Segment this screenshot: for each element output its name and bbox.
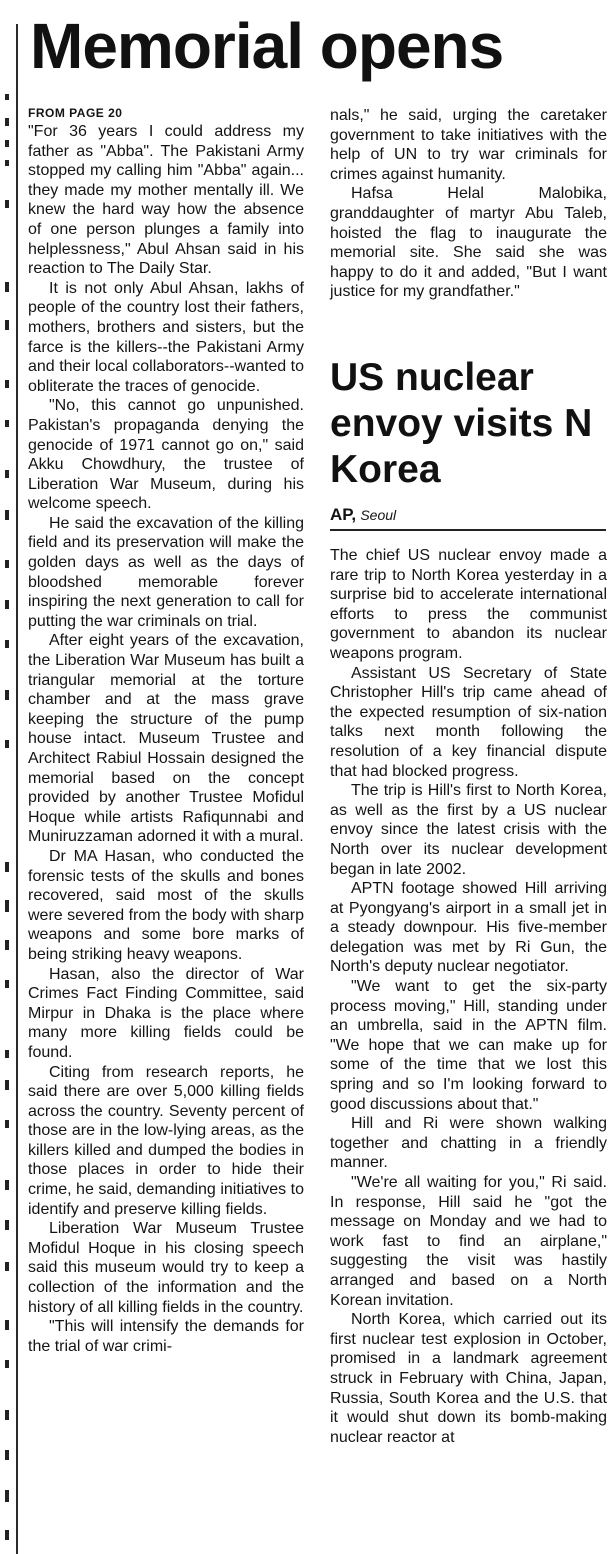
paragraph: Hafsa Helal Malobika, granddaughter of martyr Abu Taleb, hoisted the flag to inaugurate the memorial site. She said she was happy to do it and added, "But I want justice for my grandfather.": [330, 185, 607, 301]
adjacent-column-fragment: [0, 0, 14, 1554]
paragraph: Hill and Ri were shown walking together and chatting in a friendly manner.: [330, 1115, 607, 1172]
story-column-nuclear-envoy: [330, 546, 607, 1554]
paragraph: It is not only Abul Ahsan, lakhs of people of the country lost their fathers, mothers, brothers and sisters, but the farce is the killers--the Pakistani Army and their local collaborators--wanted to obliterate the traces of genocide.: [28, 279, 304, 395]
paragraph: "For 36 years I could address my father as "Abba". The Pakistani Army stopped my calling him "Abba" again... they made my mother mentally ill. We knew the hard way how the absence of one person plunges a family into helplessness," Abul Ahsan said in his reaction to The Daily Star.: [28, 123, 304, 278]
column-rule: [16, 24, 18, 1554]
story-headline-memorial: Memorial opens: [30, 10, 504, 82]
paragraph: The trip is Hill's first to North Korea, as well as the first by a US nuclear envoy since the latest crisis with the North over its nuclear development began in late 2002.: [330, 782, 607, 878]
story-column-memorial-continued: [330, 106, 607, 302]
story-headline-nuclear-envoy: US nuclear envoy visits N Korea: [330, 356, 593, 491]
story-column-memorial: [28, 106, 304, 1554]
paragraph: "We're all waiting for you," Ri said. In response, Hill said he "got the message on Monday and we had to work fast to find an airplane," suggesting the visit was hastily arranged and based on a North Korean invitation.: [330, 1174, 607, 1309]
byline-agency: AP,: [330, 505, 357, 524]
paragraph: Dr MA Hasan, who conducted the forensic tests of the skulls and bones recovered, said most of the skulls were severed from the body with sharp weapons and some bore marks of being striking heavy weapons.: [28, 847, 304, 963]
paragraph: "This will intensify the demands for the trial of war crimi-: [28, 1318, 304, 1355]
paragraph: "We want to get the six-party process moving," Hill, standing under an umbrella, said in the APTN film. "We hope that we can make up for some of the time that we lost this spring and so I'm looking forward to good discussions about that.": [330, 978, 607, 1113]
paragraph: "No, this cannot go unpunished. Pakistan's propaganda denying the genocide of 1971 cannot go on," said Akku Chowdhury, the trustee of Liberation War Museum, during his welcome speech.: [28, 397, 304, 513]
paragraph: APTN footage showed Hill arriving at Pyongyang's airport in a small jet in a steady downpour. His five-member delegation was met by Ri Gun, the North's deputy nuclear negotiator.: [330, 880, 607, 976]
from-page-label: FROM PAGE 20: [28, 106, 123, 120]
byline-city: Seoul: [360, 507, 397, 523]
byline: [330, 505, 606, 531]
paragraph: The chief US nuclear envoy made a rare trip to North Korea yesterday in a surprise bid to accelerate international efforts to press the communist government to abandon its nuclear weapons program.: [330, 547, 607, 662]
paragraph: Assistant US Secretary of State Christopher Hill's trip came ahead of the expected resumption of six-nation talks next month following the resolution of a key financial dispute that had blocked progress.: [330, 664, 607, 780]
paragraph: North Korea, which carried out its first nuclear test explosion in October, promised in a landmark agreement struck in February with China, Japan, Russia, South Korea and the U.S. that it would shut down its bomb-making nuclear reactor at: [330, 1311, 607, 1446]
paragraph: After eight years of the excavation, the Liberation War Museum has built a triangular memorial at the torture chamber and at the mass grave keeping the structure of the pump house intact. Museum Trustee and Architect Rabiul Hossain designed the memorial based on the concept provided by another Trustee Mofidul Hoque while artists Rafiqunnabi and Muniruzzaman adorned it with a mural.: [28, 632, 304, 846]
paragraph: nals," he said, urging the caretaker government to take initiatives with the help of UN to try war criminals for crimes against humanity.: [330, 107, 607, 183]
paragraph: Hasan, also the director of War Crimes Fact Finding Committee, said Mirpur in Dhaka is the place where many more killing fields could be found.: [28, 965, 304, 1061]
paragraph: He said the excavation of the killing field and its preservation will make the golden days as well as the days of bloodshed memorable forever inspiring the next generation to call for putting the war criminals on trial.: [28, 514, 304, 630]
paragraph: Liberation War Museum Trustee Mofidul Hoque in his closing speech said this museum would try to keep a collection of the information and the history of all killing fields in the country.: [28, 1220, 304, 1316]
paragraph: Citing from research reports, he said there are over 5,000 killing fields across the country. Seventy percent of those are in the low-lying areas, as the killers killed and dumped the bodies in those places in order to hide their crime, he said, demanding initiatives to identify and preserve killing fields.: [28, 1063, 304, 1218]
